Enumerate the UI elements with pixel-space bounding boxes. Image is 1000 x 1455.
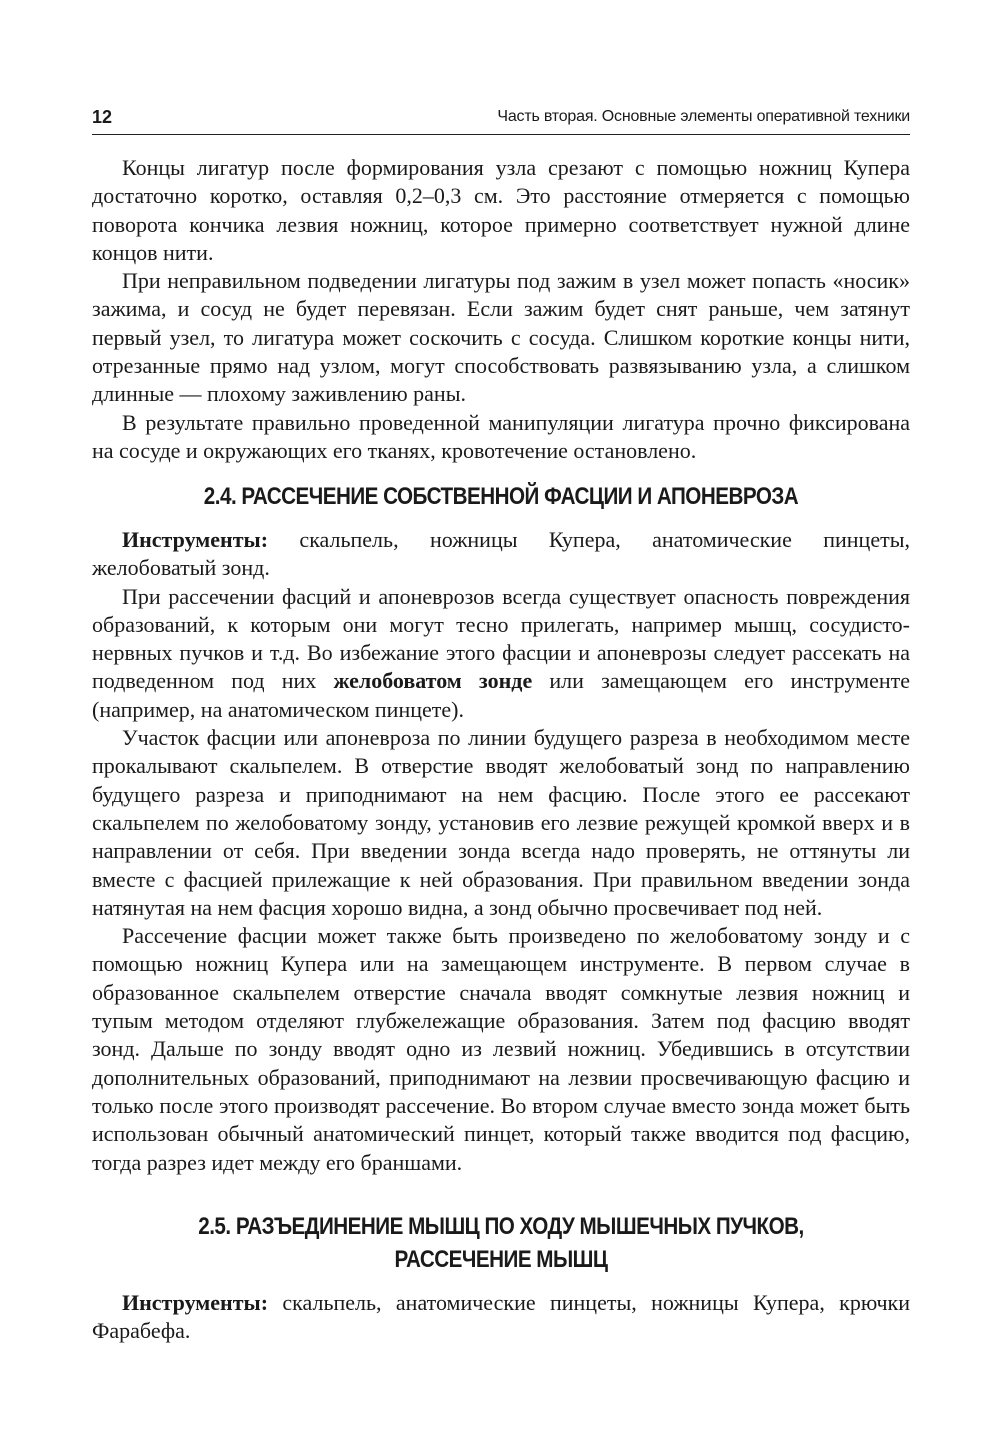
paragraph: Концы лигатур после формирования узла срезают с помощью ножниц Купера достаточно коротко, оставляя 0,2–0,3 см. Это расстояние отмеряется с помощью поворота кончика лезвия ножниц, которое примерно соответствует нужной длине концов нити. — [92, 155, 910, 265]
paragraph — [92, 583, 910, 724]
section-2-4-text — [92, 526, 910, 1177]
instruments-label: Инструменты: — [122, 1290, 269, 1315]
paragraph: Рассечение фасции может также быть произведено по желобоватому зонду и с помощью ножниц Купера или на замещающем инструменте. В первом случае в образованное скальпелем отверстие сначала вводят сомкнутые лезвия ножниц и тупым методом отделяют глубжележащие образования. Затем под фасцию вводят зонд. Дальше по зонду вводят одно из лезвий ножниц. Убедившись в отсутствии дополнительных образований, приподнимают на лезвии просвечивающую фасцию и только после этого производят рассечение. Во втором случае вместо зонда может быть использован обычный анатомический пинцет, который также вводится под фасцию, тогда разрез идет между его браншами. — [92, 923, 910, 1175]
page-number: 12 — [92, 107, 113, 127]
emphasis-term: желобоватом зонде — [333, 668, 533, 694]
section-2-5-text — [92, 1289, 910, 1346]
section-heading-line-1: 2.5. РАЗЪЕДИНЕНИЕ МЫШЦ ПО ХОДУ МЫШЕЧНЫХ ПУЧКОВ, — [198, 1213, 804, 1240]
section-2-5-heading-wrap — [92, 1210, 910, 1276]
paragraph-text: При рассечении фасций и апоневрозов всегда существует опасность повреждения образований, к которым они могут тесно прилегать, например мышц, сосудисто-нервных пучков и т.д. Во избежание этого фасции и апоневрозы следует рассекать на подведенном под них — [92, 583, 910, 694]
paragraph: При неправильном подведении лигатуры под зажим в узел может попасть «носик» зажима, и сосуд не будет перевязан. Если зажим будет снят раньше, чем затянут первый узел, то лигатура может соскочить с сосуда. Слишком короткие концы нити, отрезанные прямо над узлом, могут способствовать развязыванию узла, а слишком длинные — плохому заживлению раны. — [92, 268, 910, 407]
intro-text — [92, 154, 910, 465]
paragraph: Участок фасции или апоневроза по линии будущего разреза в необходимом месте прокалывают скальпелем. В отверстие вводят желобоватый зонд по направлению будущего разреза и приподнимают на нем фасцию. После этого ее рассекают скальпелем по желобоватому зонду, установив его лезвие режущей кромкой вверх и в направлении от себя. При введении зонда всегда надо проверять, не оттянуты ли вместе с фасцией прилежащие к ней образования. При правильном введении зонда натянутая на нем фасция хорошо видна, а зонд обычно просвечивает под ней. — [92, 725, 910, 920]
instruments-label: Инструменты: — [122, 527, 269, 552]
running-header — [92, 104, 910, 135]
instruments-list: скальпель, анатомические пинцеты, ножницы Купера, крючки Фарабефа. — [92, 1290, 910, 1344]
paragraph-text: или замещающем его инструменте (например, на анатомическом пинцете). — [92, 668, 910, 722]
paragraph: В результате правильно проведенной манипуляции лигатура прочно фиксирована на сосуде и окружающих его тканях, кровотечение остановлено. — [92, 409, 910, 463]
running-title: Часть вторая. Основные элементы оперативной техники — [497, 108, 910, 125]
section-heading-line-2: РАССЕЧЕНИЕ МЫШЦ — [394, 1246, 608, 1273]
instruments-paragraph — [92, 526, 910, 583]
instruments-list: скальпель, ножницы Купера, анатомические пинцеты, желобоватый зонд. — [92, 527, 910, 581]
section-heading: 2.4. РАССЕЧЕНИЕ СОБСТВЕННОЙ ФАСЦИИ И АПОНЕВРОЗА — [203, 483, 799, 510]
instruments-paragraph — [92, 1289, 910, 1346]
section-2-4-heading-wrap — [92, 480, 910, 513]
